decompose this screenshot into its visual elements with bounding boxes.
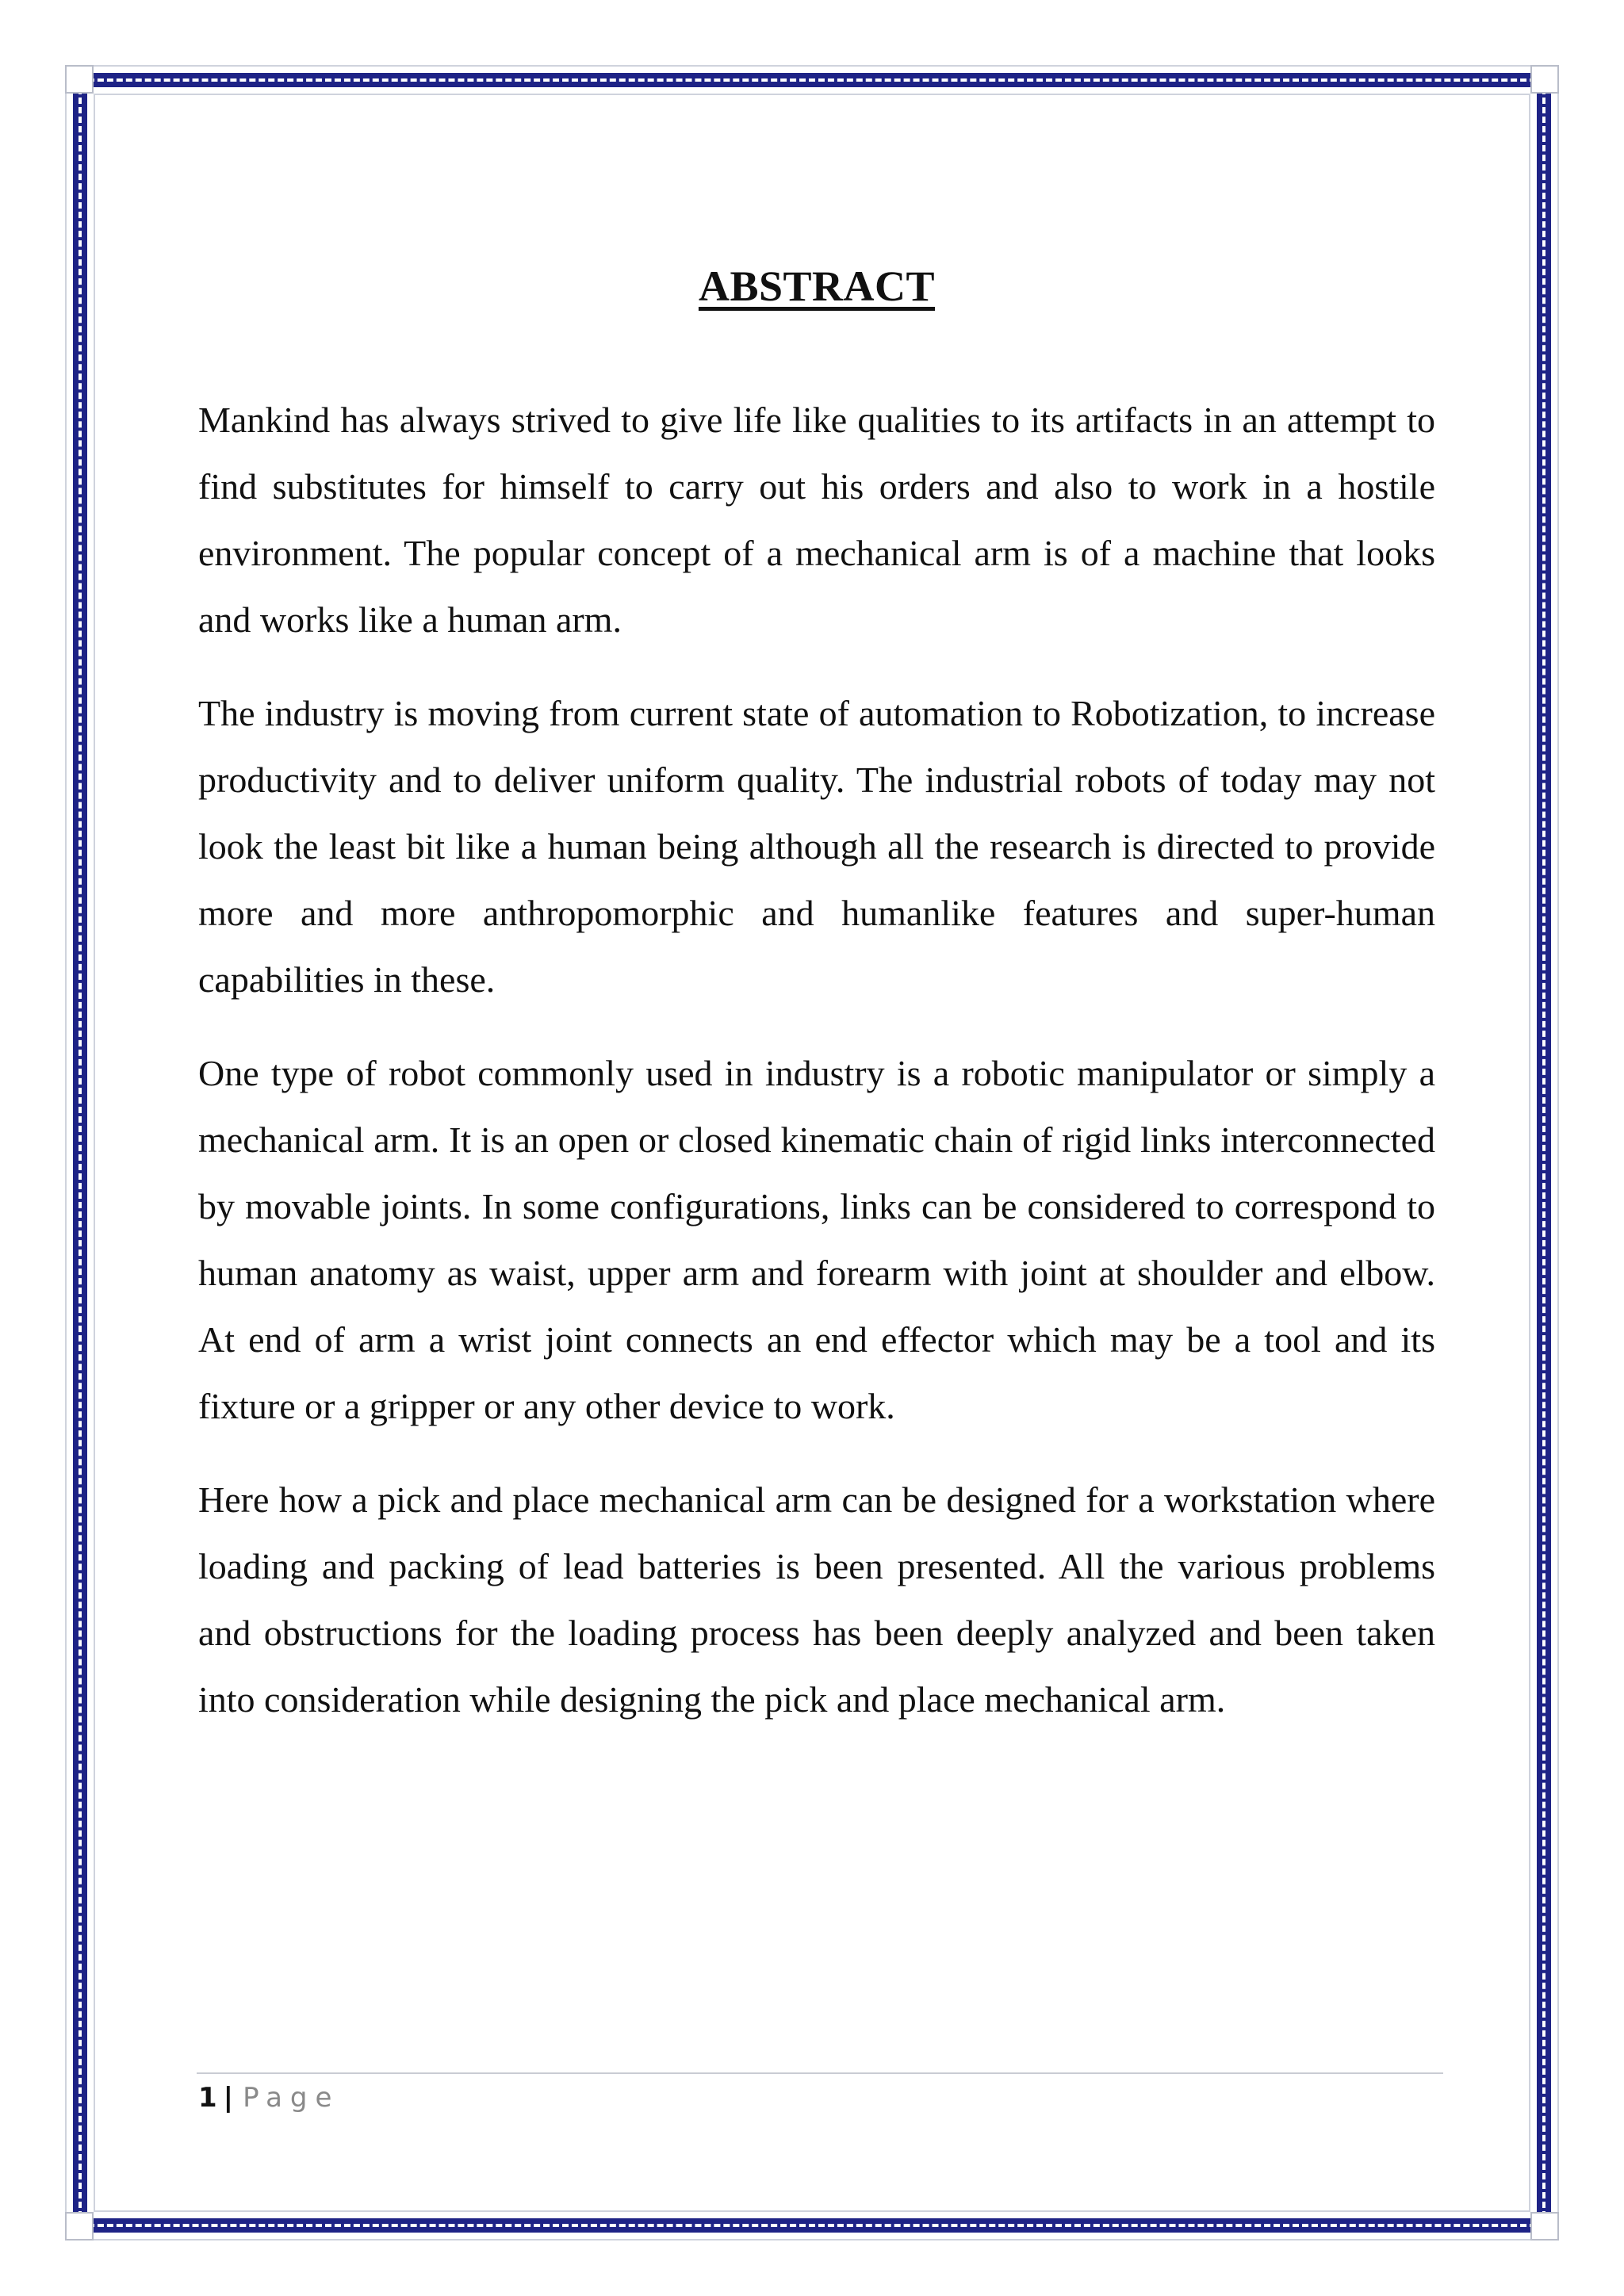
border-corner-bottom-left <box>65 2212 94 2241</box>
border-corner-top-right <box>1530 65 1559 94</box>
document-title: ABSTRACT <box>698 262 936 310</box>
page-footer <box>198 2076 339 2120</box>
border-corner-top-left <box>65 65 94 94</box>
page-label: Page <box>243 2082 340 2114</box>
abstract-paragraph-3: One type of robot commonly used in industry is a robotic manipulator or simply a mechanical arm. It is an open or closed kinematic chain of rigid links interconnected by movable joints. In some configurations, links can be considered to correspond to human anatomy as waist, upper arm and forearm with joint at shoulder and elbow. At end of arm a wrist joint connects an end effector which may be a tool and its fixture or a gripper or any other device to work. <box>198 1053 1435 1426</box>
footer-divider <box>197 2072 1443 2074</box>
abstract-paragraph-1: Mankind has always strived to give life like qualities to its artifacts in an attempt to find substitutes for himself to carry out his orders and also to work in a hostile environment. The popular concept of a mechanical arm is of a machine that looks and works like a human arm. <box>198 400 1435 640</box>
page-number: 1 <box>198 2082 217 2114</box>
abstract-paragraph-4: Here how a pick and place mechanical arm can be designed for a workstation where loading and packing of lead batteries is been presented. All the various problems and obstructions for the loading process has been deeply analyzed and been taken into consideration while designing the pick and place mechanical arm. <box>198 1479 1435 1720</box>
border-corner-bottom-right <box>1530 2212 1559 2241</box>
footer-separator: | <box>223 2082 234 2114</box>
abstract-paragraph-2: The industry is moving from current state of automation to Robotization, to increase productivity and to deliver uniform quality. The industrial robots of today may not look the least bit like a human being although all the research is directed to provide more and more anthropomorphic and humanlike features and super-human capabilities in these. <box>198 693 1435 1000</box>
document-body <box>198 262 1435 1760</box>
